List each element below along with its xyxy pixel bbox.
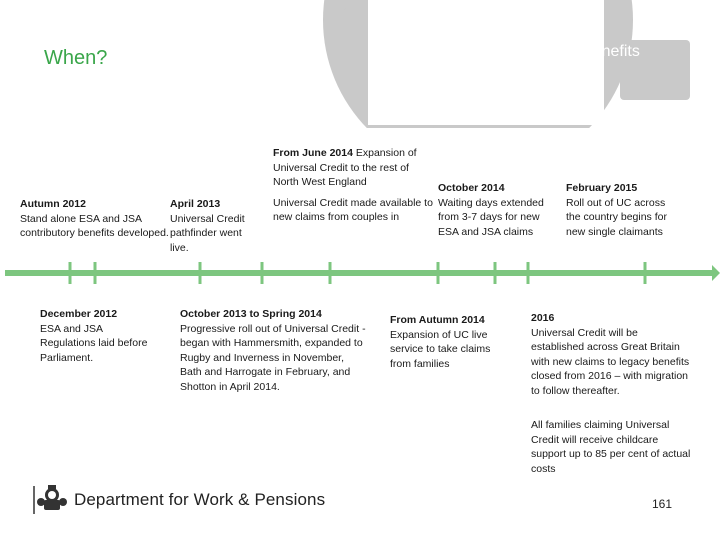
- department-logo-text: Department for Work & Pensions: [74, 490, 326, 509]
- page-number: 161: [652, 497, 673, 511]
- item-title: From Autumn 2014: [390, 314, 485, 326]
- item-body: Roll out of UC across the country begins for new single claimants: [566, 196, 667, 238]
- childcare-note: All families claiming Universal Credit will receive childcare support up to 85 per cent of actual costs: [531, 419, 691, 475]
- item-body: Waiting days extended from 3-7 days for new ESA and JSA claims: [438, 196, 544, 238]
- item-autumn-2014: [390, 313, 508, 371]
- item-body: Progressive roll out of Universal Credit - began with Hammersmith, expanded to Rugby and Inverness in November, Bath and Harrogate in February, and Shotton in April 2014.: [180, 322, 366, 393]
- timeline-arrow: [712, 265, 720, 281]
- item-body: Expansion of UC live service to take claims from families: [390, 328, 491, 370]
- item-body: ESA and JSA Regulations laid before Parliament.: [40, 322, 148, 364]
- item-body: Stand alone ESA and JSA contributory benefits developed.: [20, 212, 169, 239]
- item-title: Autumn 2012: [20, 198, 86, 210]
- legacy-benefits-label: Legacy Benefits: [526, 43, 640, 60]
- item-body: Universal Credit will be established across Great Britain with new claims to legacy benefits closed from 2016 – with migration to follow thereafter.: [531, 326, 690, 397]
- item-title: December 2012: [40, 308, 118, 320]
- item-title: From June 2014: [273, 147, 353, 159]
- item-title-tail: Expansion of Universal Credit to the rest of North West England: [273, 147, 417, 188]
- item-title: 2016: [531, 312, 555, 324]
- item-body: Universal Credit made available to new claims from couples in: [273, 196, 433, 223]
- item-body: Universal Credit pathfinder went live.: [170, 212, 245, 254]
- item-october-2013: [180, 307, 366, 394]
- item-2016: [531, 311, 691, 398]
- item-title: April 2013: [170, 198, 221, 210]
- page-title: When?: [44, 47, 108, 69]
- item-title: October 2013 to Spring 2014: [180, 308, 322, 320]
- item-title: February 2015: [566, 182, 638, 194]
- item-title: October 2014: [438, 182, 505, 194]
- item-december-2012: [40, 307, 150, 365]
